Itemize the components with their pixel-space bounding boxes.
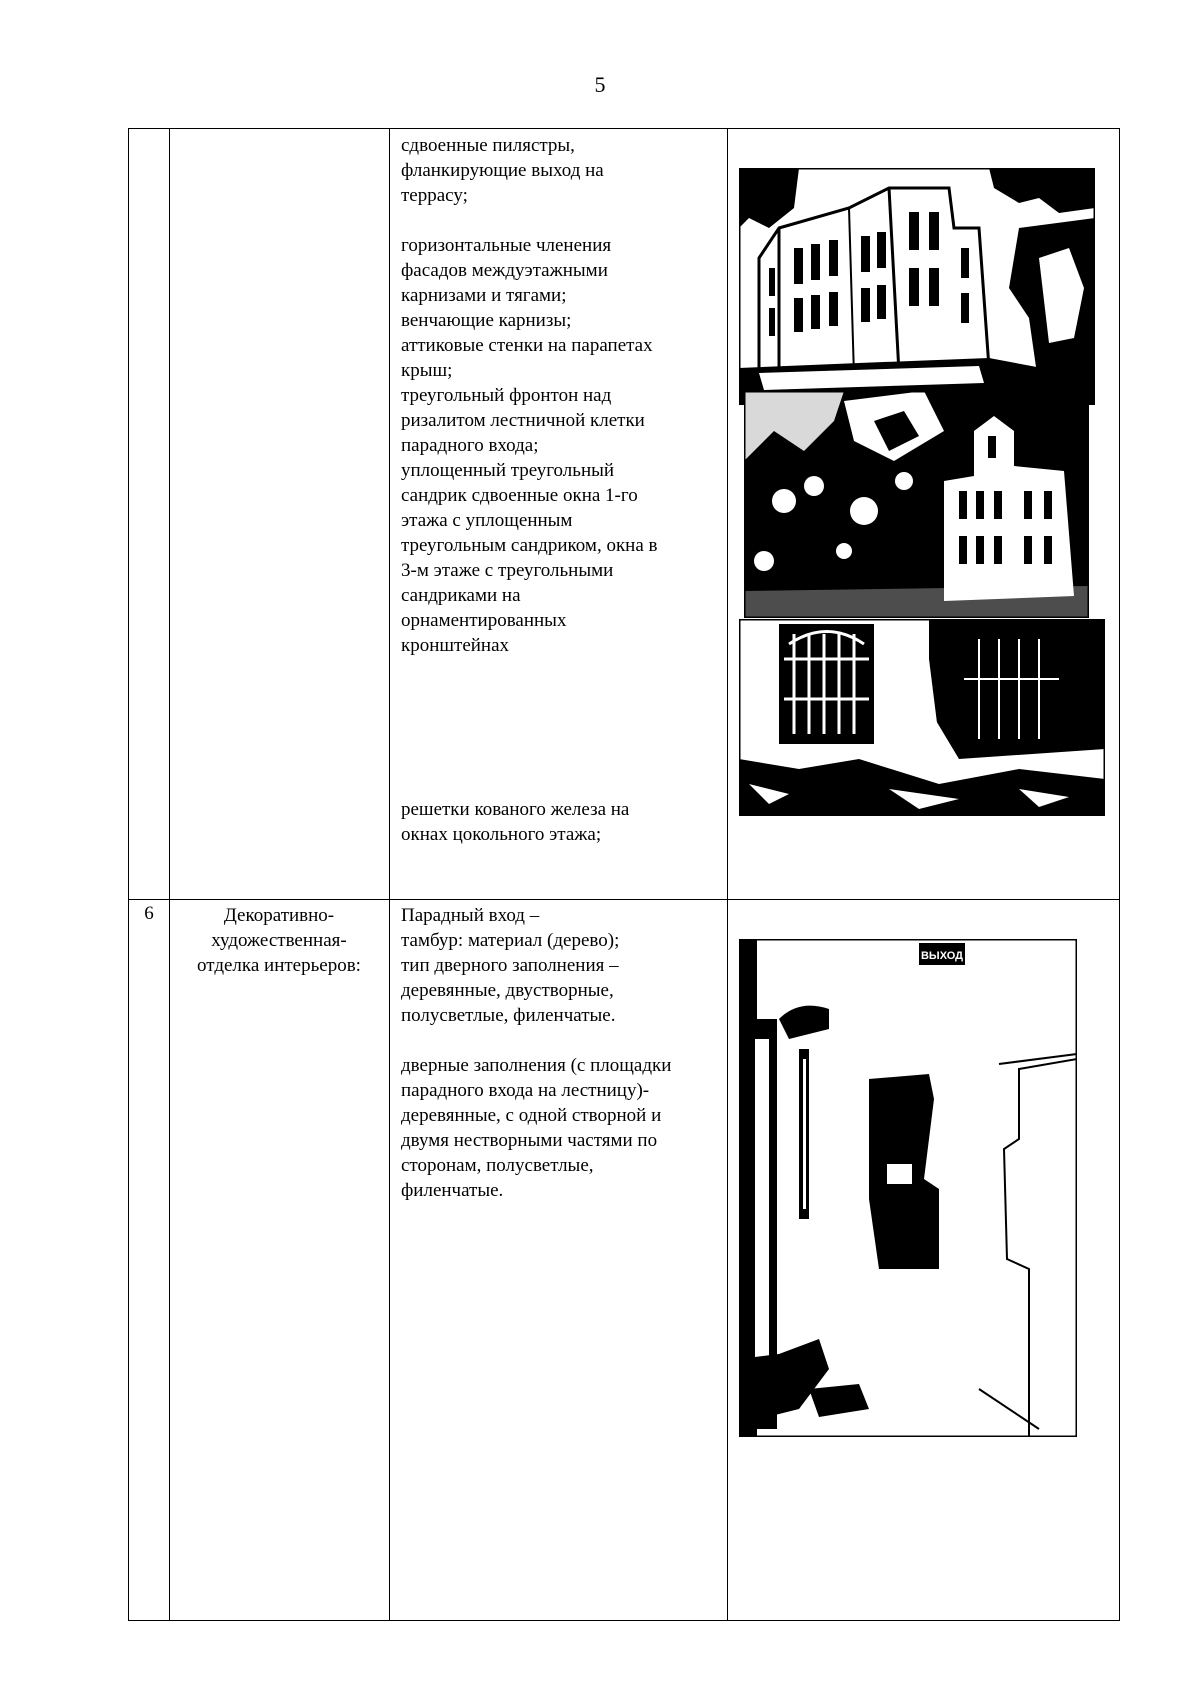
row-name: Декоративно- художественная- отделка интерьеров: <box>197 905 361 976</box>
facade-description-a: сдвоенные пилястры, фланкирующие выход на террасу; <box>401 135 604 206</box>
row-number: 6 <box>144 903 154 924</box>
building-facade-photo <box>739 168 1095 405</box>
page-number: 5 <box>594 72 606 97</box>
window-grilles-description: решетки кованого железа на окнах цокольного этажа; <box>401 799 630 845</box>
entrance-door-photo <box>739 939 1077 1437</box>
entrance-description-a: Парадный вход – тамбур: материал (дерево); тип дверного заполнения – деревянные, двустворные, полусветлые, филенчатые. <box>401 905 620 1026</box>
row-divider <box>129 899 1119 900</box>
window-grilles-photo <box>739 619 1105 816</box>
document-table <box>128 128 1120 1621</box>
column-divider <box>389 129 390 1620</box>
entrance-description-b: дверные заполнения (с площадки парадного входа на лестницу)- деревянные, с одной створной и двумя нестворными частями по сторонам, полусветлые, филенчатые. <box>401 1055 672 1201</box>
building-trees-photo <box>744 391 1089 618</box>
exit-sign-text: ВЫХОД <box>920 950 964 962</box>
column-divider <box>169 129 170 1620</box>
facade-description-b: горизонтальные членения фасадов междуэтажными карнизами и тягами; венчающие карнизы; аттиковые стенки на парапетах крыш; треугольный фронтон над ризалитом лестничной клетки парадного входа; уплощенный треугольный сандрик сдвоенные окна 1-го этажа с уплощенным треугольным сандриком, окна в 3-м этаже с треугольными сандриками на орнаментированных кронштейнах <box>401 235 658 656</box>
column-divider <box>727 129 728 1620</box>
